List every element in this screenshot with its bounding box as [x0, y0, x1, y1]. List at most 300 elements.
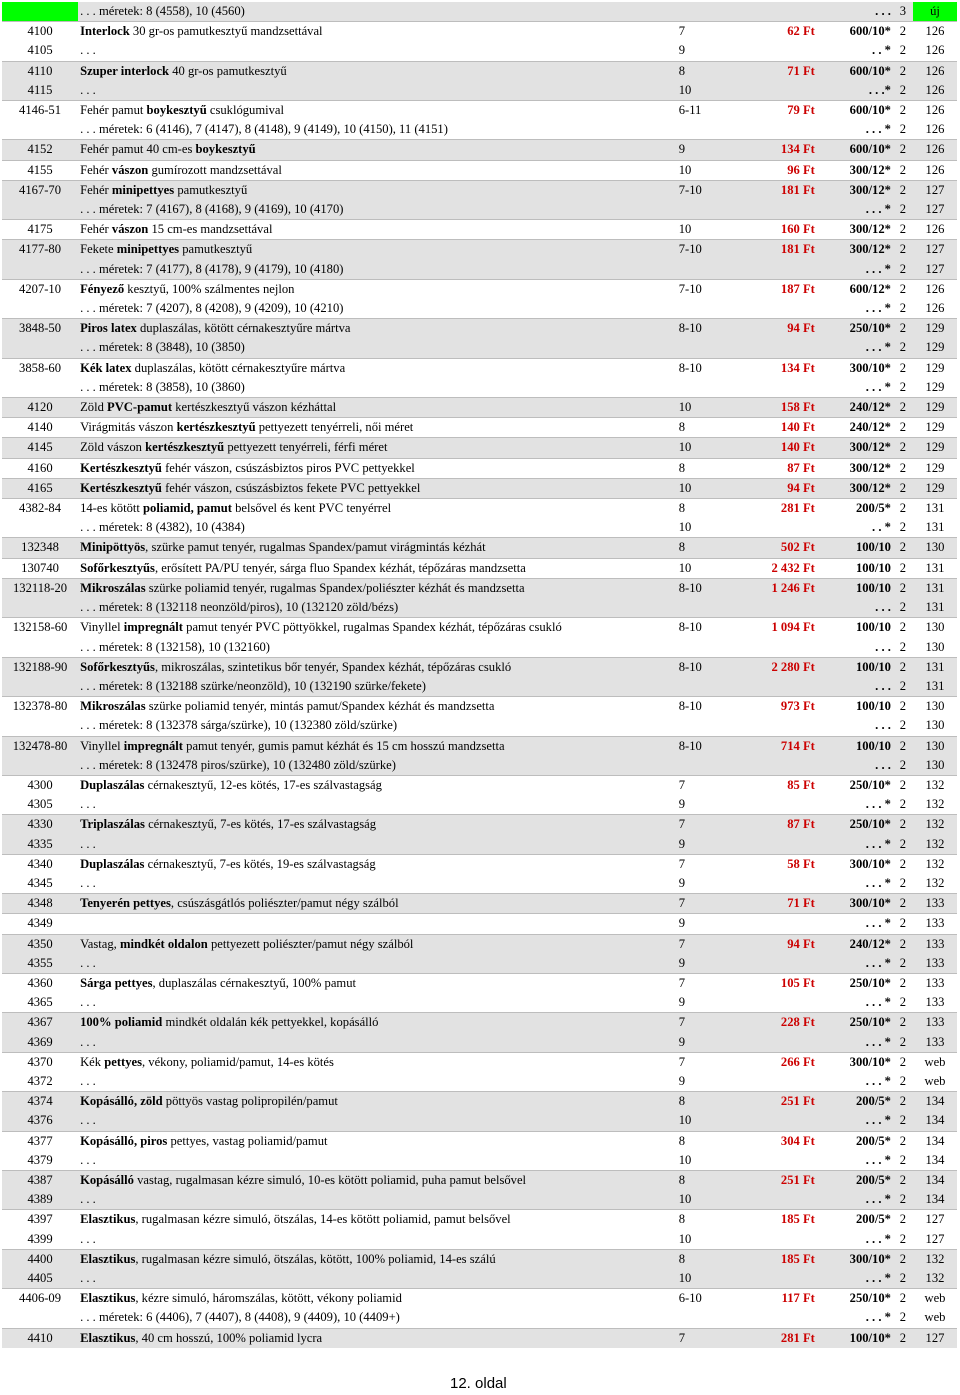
- size: 7: [678, 1054, 685, 1069]
- quantity-cell: [893, 638, 913, 658]
- product-description-cell: [78, 1249, 677, 1269]
- size-cell: [677, 1230, 755, 1250]
- product-code-cell: [2, 854, 78, 874]
- quantity: 2: [899, 560, 907, 575]
- packaging: 100/10: [855, 659, 891, 674]
- quantity-cell: [893, 657, 913, 677]
- catalog-page-cell: [913, 338, 957, 358]
- catalog-page: 129: [925, 440, 945, 455]
- quantity-cell: [893, 1013, 913, 1033]
- catalog-page: 127: [925, 182, 945, 197]
- packaging-cell: [817, 1072, 893, 1092]
- product-code-cell: [2, 101, 78, 121]
- unit-price-cell: [755, 736, 817, 756]
- size-cell: [677, 200, 755, 220]
- catalog-page-cell: [913, 518, 957, 538]
- product-description-cell: [78, 358, 677, 378]
- quantity-cell: [893, 478, 913, 498]
- packaging: 200/5*: [855, 1094, 891, 1109]
- packaging: . . . *: [865, 122, 891, 137]
- packaging: . . .*: [868, 82, 891, 97]
- quantity: 2: [899, 1073, 907, 1088]
- product-code: 4349: [27, 916, 53, 931]
- product-code-cell: [2, 358, 78, 378]
- product-code: 132118-20: [12, 580, 68, 595]
- unit-price-cell: [755, 200, 817, 220]
- product-code-cell: [2, 1308, 78, 1328]
- product-code: 4160: [27, 460, 53, 475]
- catalog-page: 133: [925, 995, 945, 1010]
- packaging: 250/10*: [849, 1291, 891, 1306]
- size: 8-10: [678, 360, 702, 375]
- product-code-cell: [2, 1269, 78, 1289]
- product-code-cell: [2, 418, 78, 438]
- quantity: 2: [899, 1310, 907, 1325]
- quantity: 2: [899, 936, 907, 951]
- unit-price-cell: [755, 578, 817, 598]
- packaging: . . . *: [865, 1310, 891, 1325]
- quantity: 2: [899, 797, 907, 812]
- product-code-cell: [2, 2, 78, 22]
- unit-price-cell: [755, 160, 817, 180]
- packaging-cell: [817, 398, 893, 418]
- product-code: 3858-60: [19, 360, 62, 375]
- product-description-cell: [78, 458, 677, 478]
- packaging-cell: [817, 1249, 893, 1269]
- product-code: 4165: [27, 480, 53, 495]
- size: 10: [678, 222, 692, 237]
- unit-price: 94 Ft: [787, 936, 815, 951]
- product-description: Vinyllel impregnált pamut tenyér PVC pöttyökkel, rugalmas Spandex kézhát, tépőzáras csukló: [80, 620, 562, 635]
- product-description-cell: [78, 378, 677, 398]
- packaging: 250/10*: [849, 777, 891, 792]
- product-description: . . . méretek: 8 (4382), 10 (4384): [80, 520, 245, 535]
- size: 9: [678, 955, 685, 970]
- packaging: 100/10: [855, 738, 891, 753]
- product-description-cell: [78, 2, 677, 22]
- table-row: [2, 1151, 957, 1171]
- product-description-cell: [78, 914, 677, 934]
- catalog-page-cell: [913, 1210, 957, 1230]
- packaging: . . .: [875, 718, 891, 733]
- product-code-cell: [2, 1131, 78, 1151]
- size-cell: [677, 478, 755, 498]
- size: 8-10: [678, 699, 702, 714]
- catalog-page: 133: [925, 1034, 945, 1049]
- quantity-cell: [893, 677, 913, 697]
- table-row: [2, 220, 957, 240]
- size: 10: [678, 162, 692, 177]
- quantity-cell: [893, 835, 913, 855]
- quantity: 2: [899, 757, 907, 772]
- packaging-cell: [817, 1328, 893, 1348]
- table-row: [2, 854, 957, 874]
- catalog-page: 126: [925, 162, 945, 177]
- catalog-page: 126: [925, 122, 945, 137]
- quantity-cell: [893, 22, 913, 42]
- unit-price-cell: [755, 418, 817, 438]
- catalog-page-cell: [913, 815, 957, 835]
- packaging-cell: [817, 260, 893, 280]
- product-description-cell: [78, 716, 677, 736]
- quantity-cell: [893, 1092, 913, 1112]
- size: 7-10: [678, 242, 702, 257]
- quantity-cell: [893, 120, 913, 140]
- packaging: . . .: [875, 678, 891, 693]
- quantity: 2: [899, 202, 907, 217]
- catalog-page: 131: [925, 520, 945, 535]
- product-code: 4387: [27, 1172, 53, 1187]
- catalog-page-cell: [913, 638, 957, 658]
- quantity: 2: [899, 1054, 907, 1069]
- packaging-cell: [817, 973, 893, 993]
- product-description: . . . méretek: 8 (132188 szürke/neonzöld), 10 (132190 szürke/fekete): [80, 678, 426, 693]
- quantity: 2: [899, 1172, 907, 1187]
- size: 8: [678, 1133, 685, 1148]
- quantity-cell: [893, 518, 913, 538]
- catalog-page-cell: [913, 598, 957, 618]
- unit-price-cell: [755, 1210, 817, 1230]
- size-cell: [677, 319, 755, 339]
- product-description-cell: [78, 319, 677, 339]
- size-cell: [677, 795, 755, 815]
- catalog-page-cell: [913, 1170, 957, 1190]
- product-description-cell: [78, 1072, 677, 1092]
- catalog-page-cell: [913, 716, 957, 736]
- packaging: 600/10*: [849, 103, 891, 118]
- quantity: 2: [899, 1015, 907, 1030]
- product-code-cell: [2, 279, 78, 299]
- product-description-cell: [78, 220, 677, 240]
- unit-price: 117 Ft: [781, 1291, 815, 1306]
- product-code-cell: [2, 338, 78, 358]
- product-description: . . .: [80, 1034, 96, 1049]
- size-cell: [677, 398, 755, 418]
- product-description: . . . méretek: 6 (4406), 7 (4407), 8 (4408), 9 (4409), 10 (4409+): [80, 1310, 400, 1325]
- catalog-page-cell: [913, 358, 957, 378]
- catalog-page-cell: [913, 1013, 957, 1033]
- unit-price: 58 Ft: [787, 856, 815, 871]
- product-description-cell: [78, 101, 677, 121]
- product-description: Sofőrkesztyűs, mikroszálas, szintetikus bőr tenyér, Spandex kézhát, tépőzáras csukló: [80, 659, 512, 674]
- catalog-page-cell: [913, 220, 957, 240]
- size-cell: [677, 1033, 755, 1053]
- size-cell: [677, 1170, 755, 1190]
- quantity: 2: [899, 222, 907, 237]
- table-row: [2, 538, 957, 558]
- catalog-page: 129: [925, 460, 945, 475]
- catalog-page-cell: [913, 1230, 957, 1250]
- product-code-cell: [2, 1052, 78, 1072]
- catalog-page: új: [930, 4, 940, 18]
- product-code-cell: [2, 1230, 78, 1250]
- size: 9: [678, 836, 685, 851]
- product-description: Fényező kesztyű, 100% szálmentes nejlon: [80, 281, 295, 296]
- packaging-cell: [817, 1190, 893, 1210]
- packaging-cell: [817, 438, 893, 458]
- catalog-page: 129: [925, 360, 945, 375]
- table-row: [2, 1230, 957, 1250]
- product-code-cell: [2, 1111, 78, 1131]
- product-description-cell: [78, 775, 677, 795]
- product-description: . . . méretek: 7 (4177), 8 (4178), 9 (4179), 10 (4180): [80, 261, 344, 276]
- quantity-cell: [893, 1190, 913, 1210]
- catalog-page: 134: [925, 1094, 945, 1109]
- unit-price-cell: [755, 260, 817, 280]
- quantity-cell: [893, 775, 913, 795]
- table-row: [2, 260, 957, 280]
- size-cell: [677, 2, 755, 22]
- product-description-cell: [78, 835, 677, 855]
- catalog-page-cell: [913, 499, 957, 519]
- product-description-cell: [78, 1328, 677, 1348]
- catalog-page: 133: [925, 936, 945, 951]
- catalog-page: 131: [925, 678, 945, 693]
- product-code-cell: [2, 598, 78, 618]
- catalog-page: 132: [925, 1271, 945, 1285]
- packaging: 300/10*: [849, 1251, 891, 1266]
- unit-price: 62 Ft: [787, 24, 815, 39]
- catalog-page: 130: [925, 699, 945, 714]
- quantity: 2: [899, 1113, 907, 1128]
- size-cell: [677, 499, 755, 519]
- packaging-cell: [817, 1210, 893, 1230]
- table-row: [2, 478, 957, 498]
- unit-price: 79 Ft: [787, 103, 815, 118]
- product-description: Fehér pamut 40 cm-es boykesztyű: [80, 142, 256, 157]
- product-description-cell: [78, 1308, 677, 1328]
- quantity: 2: [899, 916, 907, 931]
- product-code: 4300: [27, 777, 53, 792]
- packaging-cell: [817, 319, 893, 339]
- catalog-page: 132: [925, 1251, 945, 1266]
- packaging-cell: [817, 140, 893, 160]
- quantity-cell: [893, 558, 913, 578]
- product-code: 132348: [21, 540, 59, 555]
- size: 7: [678, 777, 685, 792]
- quantity-cell: [893, 358, 913, 378]
- product-description-cell: [78, 1210, 677, 1230]
- catalog-page-cell: [913, 677, 957, 697]
- catalog-page: 127: [925, 1212, 945, 1227]
- quantity-cell: [893, 41, 913, 61]
- product-code: 4350: [27, 936, 53, 951]
- unit-price-cell: [755, 874, 817, 894]
- packaging-cell: [817, 358, 893, 378]
- catalog-page-cell: [913, 120, 957, 140]
- unit-price-cell: [755, 854, 817, 874]
- unit-price: 87 Ft: [787, 817, 815, 832]
- table-row: [2, 1328, 957, 1348]
- product-description-cell: [78, 120, 677, 140]
- size-cell: [677, 1111, 755, 1131]
- size-cell: [677, 338, 755, 358]
- quantity-cell: [893, 299, 913, 319]
- product-description: . . . méretek: 7 (4167), 8 (4168), 9 (4169), 10 (4170): [80, 202, 344, 217]
- size: 7-10: [678, 182, 702, 197]
- product-code: 4382-84: [19, 501, 62, 516]
- table-row: [2, 1052, 957, 1072]
- unit-price: 281 Ft: [780, 1330, 815, 1345]
- catalog-page: 126: [925, 24, 945, 39]
- table-row: [2, 398, 957, 418]
- quantity-cell: [893, 973, 913, 993]
- packaging: . . . *: [865, 875, 891, 890]
- unit-price: 281 Ft: [780, 501, 815, 516]
- packaging: . . . *: [865, 1152, 891, 1167]
- quantity: 2: [899, 480, 907, 495]
- quantity: 2: [899, 460, 907, 475]
- product-description-cell: [78, 854, 677, 874]
- size: 8: [678, 540, 685, 555]
- product-description: . . . méretek: 6 (4146), 7 (4147), 8 (4148), 9 (4149), 10 (4150), 11 (4151): [80, 122, 448, 137]
- size-cell: [677, 299, 755, 319]
- product-description: Kék latex duplaszálas, kötött cérnakesztyűre mártva: [80, 360, 346, 375]
- product-description-cell: [78, 499, 677, 519]
- product-description-cell: [78, 894, 677, 914]
- quantity: 2: [899, 1251, 907, 1266]
- product-code-cell: [2, 200, 78, 220]
- product-description: Kopásálló vastag, rugalmasan kézre simuló, 10-es kötött poliamid, puha pamut belsővel: [80, 1172, 527, 1187]
- quantity-cell: [893, 1289, 913, 1309]
- catalog-page: web: [924, 1310, 946, 1325]
- product-code: 4369: [27, 1034, 53, 1049]
- catalog-page: 134: [925, 1152, 945, 1167]
- size-cell: [677, 1308, 755, 1328]
- packaging-cell: [817, 558, 893, 578]
- quantity: 2: [899, 896, 907, 911]
- table-row: [2, 140, 957, 160]
- quantity: 2: [899, 360, 907, 375]
- quantity: 3: [899, 4, 907, 18]
- table-row: [2, 1170, 957, 1190]
- catalog-page: 131: [925, 501, 945, 516]
- product-code-cell: [2, 499, 78, 519]
- packaging-cell: [817, 378, 893, 398]
- size: 9: [678, 916, 685, 931]
- table-row: [2, 41, 957, 61]
- unit-price-cell: [755, 458, 817, 478]
- quantity-cell: [893, 319, 913, 339]
- product-description: Elasztikus, rugalmasan kézre simuló, ötszálas, kötött, 100% poliamid, 14-es szálú: [80, 1251, 496, 1266]
- unit-price-cell: [755, 1013, 817, 1033]
- product-description: . . .: [80, 1231, 96, 1246]
- product-description-cell: [78, 140, 677, 160]
- product-description-cell: [78, 61, 677, 81]
- product-description-cell: [78, 934, 677, 954]
- packaging-cell: [817, 854, 893, 874]
- table-row: [2, 338, 957, 358]
- product-description-cell: [78, 1033, 677, 1053]
- product-description: Fehér minipettyes pamutkesztyű: [80, 182, 248, 197]
- catalog-page: 134: [925, 1113, 945, 1128]
- product-description: Triplaszálas cérnakesztyű, 7-es kötés, 17-es szálvastagság: [80, 817, 377, 832]
- product-description: Mikroszálas szürke poliamid tenyér, rugalmas Spandex/poliészter kézhát és mandzsetta: [80, 580, 525, 595]
- packaging: . . . *: [865, 1271, 891, 1285]
- product-description: 100% poliamid mindkét oldalán kék pettyekkel, kopásálló: [80, 1015, 379, 1030]
- catalog-page: 129: [925, 321, 945, 336]
- packaging-cell: [817, 1013, 893, 1033]
- size-cell: [677, 458, 755, 478]
- catalog-page: web: [924, 1073, 946, 1088]
- product-description-cell: [78, 973, 677, 993]
- unit-price-cell: [755, 835, 817, 855]
- product-description: Elasztikus, rugalmasan kézre simuló, ötszálas, 14-es kötött poliamid, pamut belsővel: [80, 1212, 511, 1227]
- table-row: [2, 2, 957, 22]
- product-description: Zöld vászon kertészkesztyű pettyezett tenyérreli, férfi méret: [80, 440, 388, 455]
- catalog-page-cell: [913, 993, 957, 1013]
- catalog-page-cell: [913, 538, 957, 558]
- catalog-page-cell: [913, 756, 957, 776]
- size: 8: [678, 63, 685, 78]
- unit-price: 973 Ft: [780, 699, 815, 714]
- unit-price-cell: [755, 1111, 817, 1131]
- catalog-page: 132: [925, 797, 945, 812]
- catalog-page-cell: [913, 378, 957, 398]
- catalog-page-cell: [913, 914, 957, 934]
- product-code-cell: [2, 775, 78, 795]
- packaging: 240/12*: [849, 400, 891, 415]
- product-code: 132158-60: [12, 620, 68, 635]
- catalog-page: 132: [925, 777, 945, 792]
- product-code-cell: [2, 914, 78, 934]
- unit-price-cell: [755, 1072, 817, 1092]
- packaging: . . .: [875, 639, 891, 654]
- catalog-page-cell: [913, 478, 957, 498]
- size-cell: [677, 1249, 755, 1269]
- packaging-cell: [817, 1151, 893, 1171]
- table-row: [2, 81, 957, 101]
- catalog-page: 133: [925, 1015, 945, 1030]
- catalog-page: 126: [925, 281, 945, 296]
- packaging-cell: [817, 874, 893, 894]
- size-cell: [677, 418, 755, 438]
- product-code-cell: [2, 1210, 78, 1230]
- unit-price-cell: [755, 598, 817, 618]
- catalog-page: 126: [925, 82, 945, 97]
- size: 10: [678, 1271, 692, 1285]
- product-code: 4177-80: [19, 242, 62, 257]
- product-description: Virágmitás vászon kertészkesztyű pettyezett tenyérreli, női méret: [80, 420, 414, 435]
- quantity-cell: [893, 1131, 913, 1151]
- size-cell: [677, 934, 755, 954]
- packaging: 100/10: [855, 540, 891, 555]
- packaging-cell: [817, 180, 893, 200]
- packaging: . . .: [875, 4, 891, 18]
- size: 7: [678, 856, 685, 871]
- unit-price: 71 Ft: [787, 63, 815, 78]
- quantity: 2: [899, 281, 907, 296]
- quantity: 2: [899, 182, 907, 197]
- product-code-cell: [2, 140, 78, 160]
- price-list-body: [2, 2, 957, 1348]
- product-code-cell: [2, 81, 78, 101]
- product-code-cell: [2, 1092, 78, 1112]
- product-code-cell: [2, 22, 78, 42]
- product-description: . . . méretek: 8 (4558), 10 (4560): [80, 4, 245, 18]
- unit-price-cell: [755, 358, 817, 378]
- quantity: 2: [899, 1152, 907, 1167]
- quantity-cell: [893, 894, 913, 914]
- product-description-cell: [78, 180, 677, 200]
- product-code: 4335: [27, 836, 53, 851]
- unit-price: 304 Ft: [780, 1133, 815, 1148]
- unit-price-cell: [755, 1052, 817, 1072]
- product-description: . . . méretek: 8 (132158), 10 (132160): [80, 639, 270, 654]
- packaging-cell: [817, 338, 893, 358]
- unit-price-cell: [755, 180, 817, 200]
- table-row: [2, 1289, 957, 1309]
